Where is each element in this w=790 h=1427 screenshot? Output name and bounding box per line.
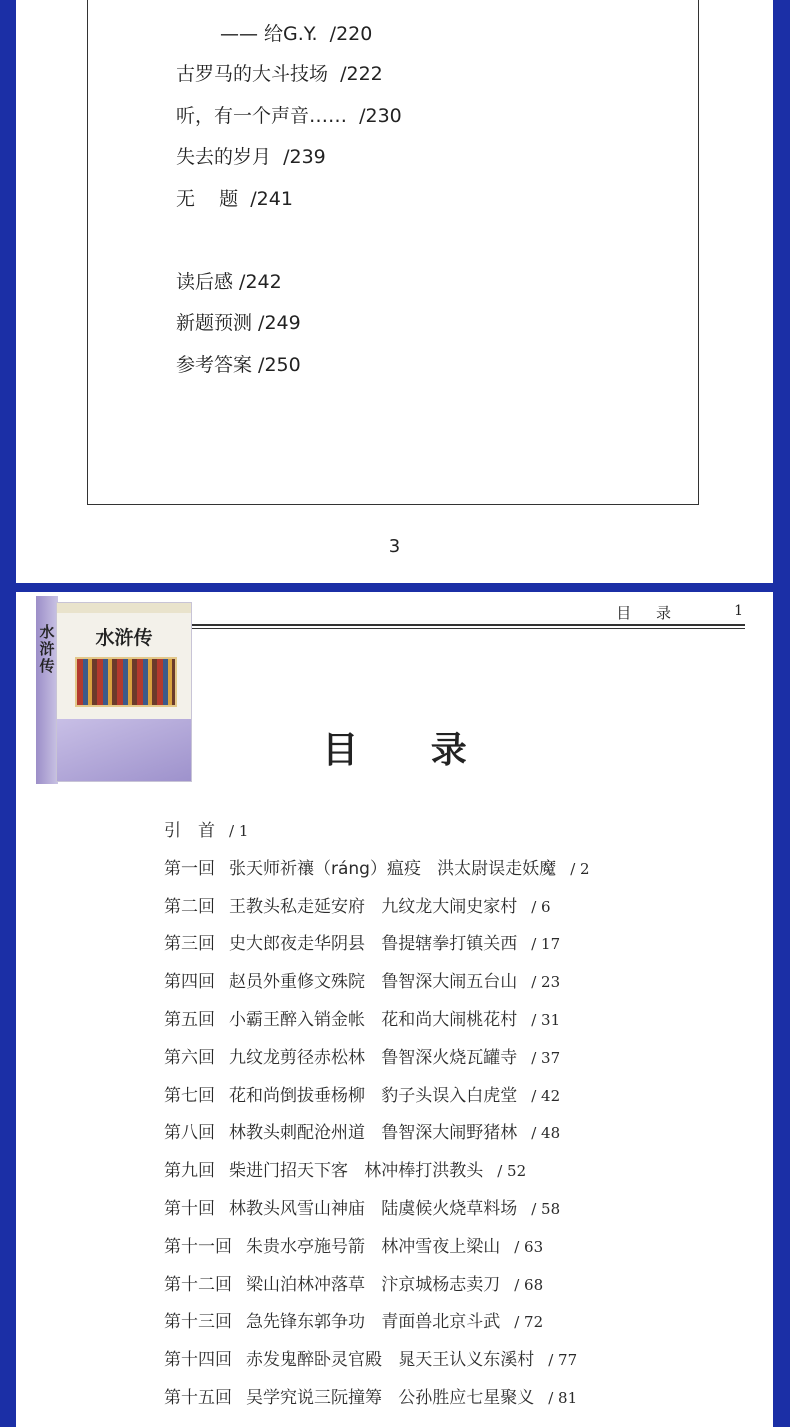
header-rule-thin (192, 628, 745, 629)
toc-entry: 无 题 /241 (176, 188, 293, 210)
chapter-row (164, 1081, 560, 1106)
chapter-page: / 77 (548, 1351, 578, 1369)
toc-entry: 新题预测 /249 (176, 312, 301, 334)
chapter-number: 第十四回 (164, 1350, 232, 1370)
chapter-number: 第十三回 (164, 1312, 232, 1332)
book-top-strip (57, 603, 191, 613)
chapter-number: 第十五回 (164, 1388, 232, 1408)
toc-entry: —— 给G.Y. /220 (220, 23, 373, 45)
chapter-title: 梁山泊林冲落草 汴京城杨志卖刀 (246, 1275, 501, 1295)
chapter-number: 第十二回 (164, 1275, 232, 1295)
header-rule (192, 624, 745, 626)
chapter-number: 第九回 (164, 1161, 215, 1181)
chapter-row (164, 854, 590, 879)
chapter-title: 急先锋东郭争功 青面兽北京斗武 (246, 1312, 501, 1332)
chapter-title: 林教头风雪山神庙 陆虞候火烧草料场 (229, 1199, 518, 1219)
chapter-page: / 42 (531, 1087, 561, 1105)
chapter-row (164, 892, 551, 917)
chapter-title: 朱贵水亭施号箭 林冲雪夜上梁山 (246, 1237, 501, 1257)
chapter-title: 赵员外重修文殊院 鲁智深大闹五台山 (229, 972, 518, 992)
chapter-number: 第六回 (164, 1048, 215, 1068)
chapter-row (164, 1232, 543, 1257)
toc-entry: 失去的岁月 /239 (176, 146, 326, 168)
page-title: 目 录 (322, 729, 497, 771)
book-spine-title: 水浒传 (39, 623, 55, 675)
chapter-page: / 17 (531, 935, 561, 953)
chapter-number: 第七回 (164, 1086, 215, 1106)
chapter-title: 张天师祈禳（ráng）瘟疫 洪太尉误走妖魔 (229, 859, 557, 879)
running-page-number: 1 (734, 603, 743, 619)
chapter-page: / 1 (229, 822, 249, 840)
chapter-page: / 63 (514, 1238, 544, 1256)
chapter-page: / 58 (531, 1200, 561, 1218)
toc-entry: 参考答案 /250 (176, 354, 301, 376)
chapter-page: / 6 (531, 898, 551, 916)
chapter-title: 九纹龙剪径赤松林 鲁智深火烧瓦罐寺 (229, 1048, 518, 1068)
chapter-row (164, 967, 560, 992)
chapter-row (164, 816, 248, 841)
chapter-number: 第八回 (164, 1123, 215, 1143)
chapter-row (164, 929, 560, 954)
chapter-title: 柴进门招天下客 林冲棒打洪教头 (229, 1161, 484, 1181)
chapter-row (164, 1043, 560, 1068)
chapter-title: 花和尚倒拔垂杨柳 豹子头误入白虎堂 (229, 1086, 518, 1106)
chapter-number: 引 首 (164, 821, 215, 841)
chapter-page: / 48 (531, 1124, 561, 1142)
chapter-number: 第十回 (164, 1199, 215, 1219)
chapter-title: 吴学究说三阮撞筹 公孙胜应七星聚义 (246, 1388, 535, 1408)
chapter-page: / 23 (531, 973, 561, 991)
toc-entry: 听，有一个声音…… /230 (176, 105, 402, 127)
toc-page-bottom (16, 592, 773, 1427)
chapter-page: / 37 (531, 1049, 561, 1067)
chapter-row (164, 1270, 543, 1295)
chapter-row (164, 1194, 560, 1219)
chapter-row (164, 1118, 560, 1143)
toc-page-top (16, 0, 773, 583)
chapter-row (164, 1156, 526, 1181)
chapter-page: / 2 (570, 860, 590, 878)
toc-entry: 读后感 /242 (176, 271, 282, 293)
chapter-title: 赤发鬼醉卧灵官殿 晁天王认义东溪村 (246, 1350, 535, 1370)
chapter-row (164, 1345, 577, 1370)
chapter-title: 林教头刺配沧州道 鲁智深大闹野猪林 (229, 1123, 518, 1143)
chapter-page: / 81 (548, 1389, 578, 1407)
chapter-number: 第三回 (164, 934, 215, 954)
chapter-number: 第一回 (164, 859, 215, 879)
chapter-page: / 68 (514, 1276, 544, 1294)
book-title: 水浒传 (95, 627, 153, 649)
chapter-title: 史大郎夜走华阴县 鲁提辖拳打镇关西 (229, 934, 518, 954)
chapter-number: 第四回 (164, 972, 215, 992)
chapter-number: 第五回 (164, 1010, 215, 1030)
page-number: 3 (388, 536, 401, 557)
running-head: 目 录 (616, 604, 681, 622)
toc-entry: 古罗马的大斗技场 /222 (176, 63, 383, 85)
chapter-row (164, 1005, 560, 1030)
chapter-page: / 72 (514, 1313, 544, 1331)
chapter-row (164, 1383, 577, 1408)
chapter-number: 第十一回 (164, 1237, 232, 1257)
toc-frame (87, 0, 699, 505)
chapter-row (164, 1307, 543, 1332)
chapter-page: / 31 (531, 1011, 561, 1029)
chapter-number: 第二回 (164, 897, 215, 917)
book-illustration (75, 657, 177, 707)
chapter-page: / 52 (497, 1162, 527, 1180)
chapter-title: 王教头私走延安府 九纹龙大闹史家村 (229, 897, 518, 917)
chapter-title: 小霸王醉入销金帐 花和尚大闹桃花村 (229, 1010, 518, 1030)
